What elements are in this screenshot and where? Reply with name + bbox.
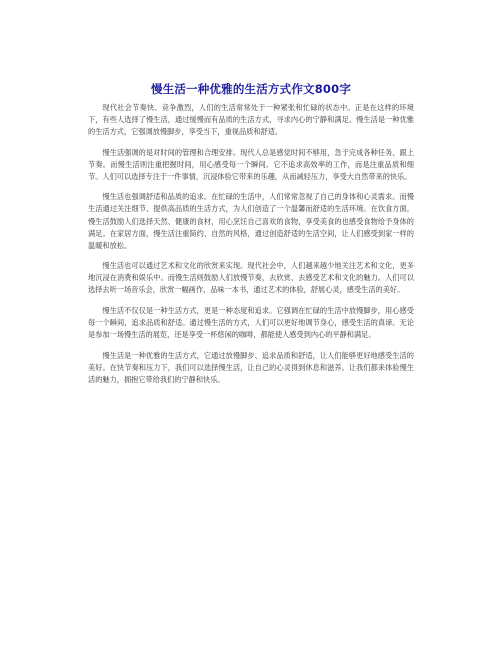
paragraph-4: 慢生活也可以通过艺术和文化的欣赏来实现。现代社会中，人们越来越少地关注艺术和文化，更多地沉浸在消费和娱乐中。而慢生活则鼓励人们放慢节奏，去欣赏、去感受艺术和文化的魅力。人们可以选择去听一场音乐会，欣赏一幅画作，品味一本书，通过艺术的体验，舒展心灵，感受生活的美好。	[88, 261, 414, 295]
document-title: 慢生活一种优雅的生活方式作文800字	[150, 82, 352, 96]
document-body	[88, 102, 414, 394]
paragraph-6: 慢生活是一种优雅的生活方式，它通过放慢脚步、追求品质和舒适，让人们能够更好地感受生活的美好。在快节奏和压力下，我们可以选择慢生活，让自己的心灵得到休息和滋养。让我们都来体验慢生活的魅力，拥抱它带给我们的宁静和快乐。	[88, 350, 414, 384]
paragraph-3: 慢生活也强调舒适和品质的追求。在忙碌的生活中，人们常常忽视了自己的身体和心灵需求。而慢生活通过关注细节、提供高品质的生活方式，为人们创造了一个温馨而舒适的生活环境。在饮食方面，慢生活鼓励人们选择天然、健康的食材，用心烹饪自己喜欢的食物，享受美食的也感受食物给予身体的满足。在家居方面，慢生活注重简约、自然的风格，通过创造舒适的生活空间，让人们感受到家一样的温暖和放松。	[88, 192, 414, 250]
paragraph-2: 慢生活强调的是对时间的管理和合理安排。现代人总是感觉时间不够用，急于完成各种任务、跟上节奏。而慢生活则注重把握时间，用心感受每一个瞬间。它不追求高效率的工作，而是注重品质和细节。人们可以选择专注于一件事情，沉浸体验它带来的乐趣，从而减轻压力，享受大自然带来的快乐。	[88, 147, 414, 181]
paragraph-5: 慢生活不仅仅是一种生活方式，更是一种态度和追求。它强调在忙碌的生活中放慢脚步，用心感受每一个瞬间，追求品质和舒适。通过慢生活的方式，人们可以更好地调节身心，感受生活的真谛。无论是参加一场慢生活的展览，还是享受一杯悠闲的咖啡，都能使人感受到内心的平静和满足。	[88, 305, 414, 340]
paragraph-1: 现代社会节奏快、竞争激烈，人们的生活常常处于一种紧张和忙碌的状态中。正是在这样的环境下，有些人选择了慢生活，通过缓慢而有品质的生活方式，寻求内心的宁静和满足。慢生活是一种优雅的生活方式，它强调放慢脚步，享受当下，重视品质和舒适。	[88, 103, 414, 137]
